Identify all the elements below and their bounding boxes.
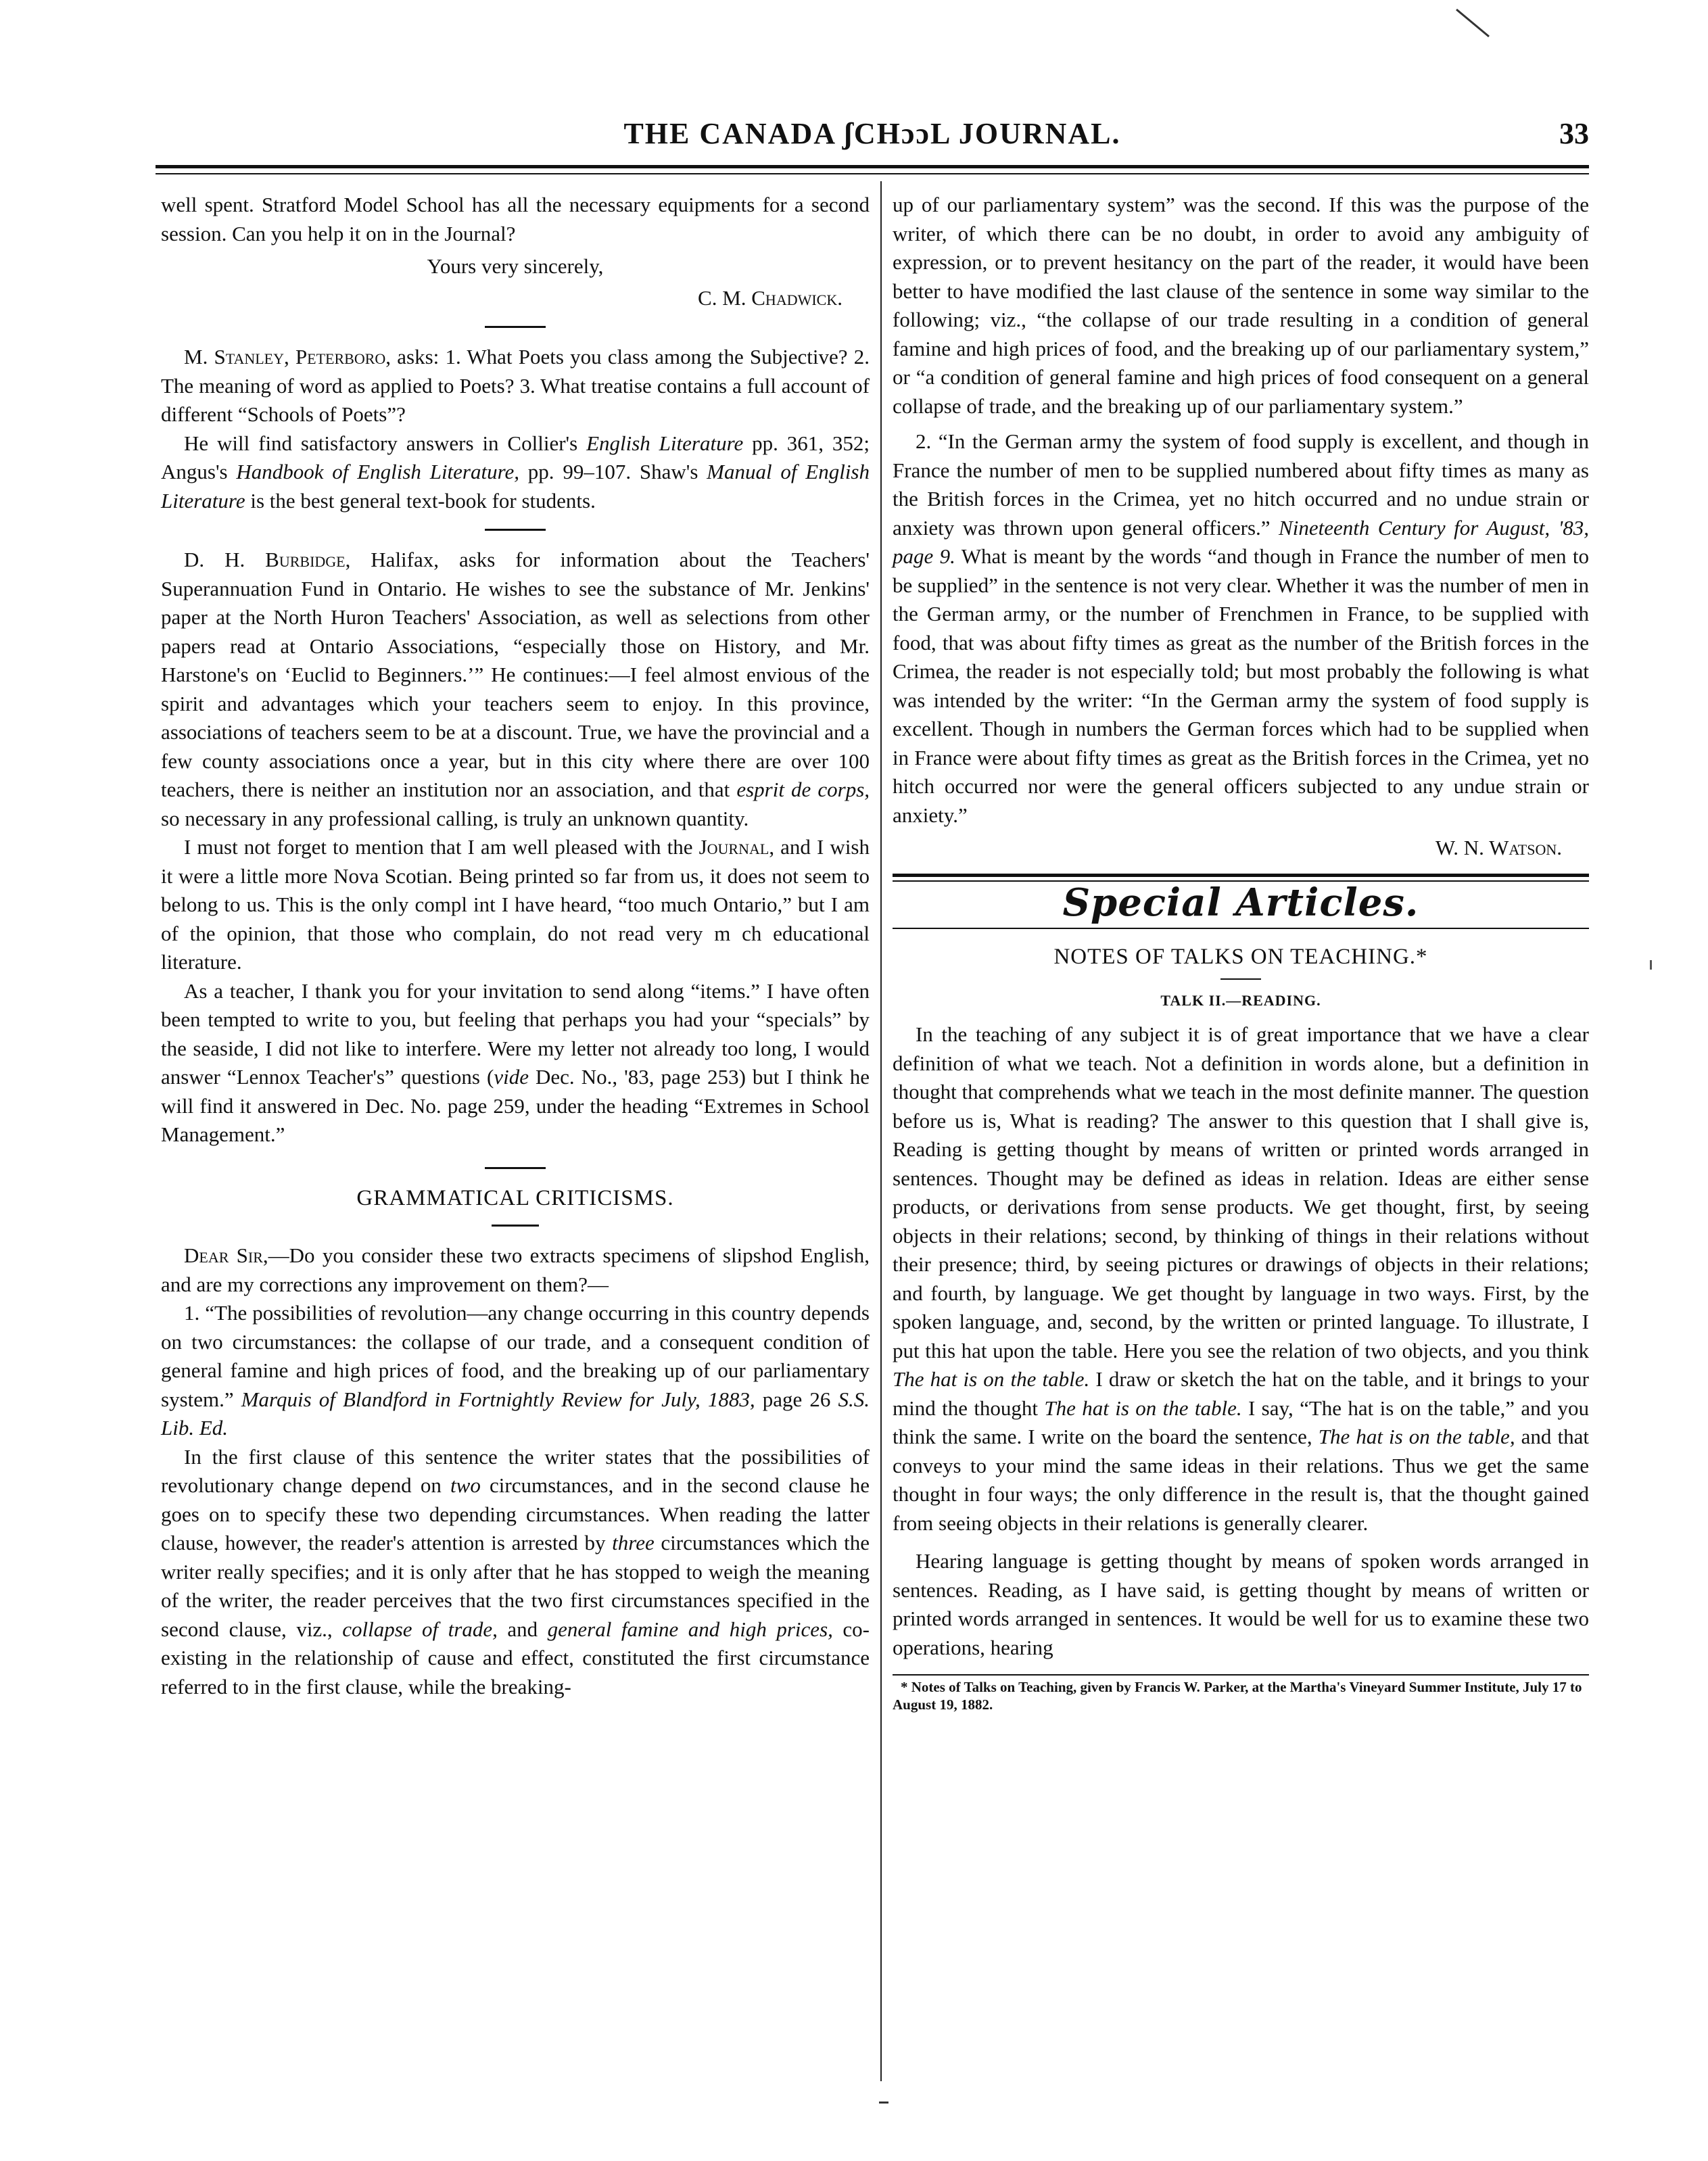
page-header xyxy=(156,116,1589,157)
footnote: * Notes of Talks on Teaching, given by Francis W. Parker, at the Martha's Vineyard Summer Institute, July 17 to August 19, 1882. xyxy=(893,1679,1582,1713)
header-rule-thin xyxy=(156,173,1589,174)
answer-title-2: Handbook of English Literature, xyxy=(236,460,520,483)
answer-title-1: English Literature xyxy=(586,431,744,455)
gram-extract-source: Marquis of Blandford in Fortnightly Review for July, 1883, xyxy=(241,1387,755,1411)
gram-analysis-i3: collapse of trade, xyxy=(342,1617,498,1641)
journal-text-b: and I wish it were a little more Nova Scotian. Being printed so far from us, it does not seem to belong to us. This is the only compl int I have heard, “too much Ontario,” but I am of the opinion, that those who complain, do not read very m ch educational literature. xyxy=(161,835,870,974)
notes-heading: NOTES OF TALKS ON TEACHING.* xyxy=(1053,945,1428,969)
query-name: M. Stanley, Peterboro, xyxy=(184,345,392,369)
talk-text-b: I draw or sketch the hat on the table, and it brings to your mind the thought xyxy=(893,1367,1590,1420)
teacher-vide: vide xyxy=(494,1065,529,1089)
answer-paragraph xyxy=(161,429,870,516)
talk-text-d: and that conveys to your mind the same ideas in their relations. Thus we get the same thought in four ways; the only difference in the result is, that the thought gained from seeing objects in their relations is generally clearer. xyxy=(893,1425,1589,1535)
gram-intro-text: —Do you consider these two extracts specimens of slipshod English, and are my corrections any improvement on them?— xyxy=(161,1243,870,1296)
teacher-text-b: Dec. No., '83, page 253) but I think he will find it answered in Dec. No. page 259, under the heading “Extremes in School Management.” xyxy=(161,1065,870,1146)
separator-rule xyxy=(1220,978,1261,980)
gram-analysis-i4: general famine and high prices, xyxy=(547,1617,833,1641)
stray-dash-mark xyxy=(879,2101,888,2104)
burbidge-text-end: so necessary in any professional calling, is truly an unknown quantity. xyxy=(161,806,749,830)
letter-signature: C. M. Chadwick. xyxy=(698,285,843,310)
extract-2-text: 2. “In the German army the system of food supply is excellent, and though in France the number of men to be supplied numbered about fifty times as many as the British forces in the Crimea, yet no hitch occurred and no undue strain or anxiety was thrown upon general officers.” xyxy=(893,429,1589,540)
gram-analysis-d: and xyxy=(497,1617,548,1641)
separator-rule xyxy=(485,326,546,328)
query-text: asks: 1. What Poets you class among the Subjective? 2. The meaning of word as applied to Poets? 3. What treatise contains a full account of different “Schools of Poets”? xyxy=(161,345,870,426)
gram-analysis-i1: two xyxy=(450,1473,481,1497)
gram-extract-edition: S.S. Lib. Ed. xyxy=(161,1387,870,1440)
journal-title: THE CANADA ʃCHɔɔL JOURNAL. xyxy=(623,117,1121,150)
talk-paragraph-1 xyxy=(893,1020,1589,1538)
corner-pen-mark xyxy=(1454,7,1494,41)
answer-text-d: is the best general text-book for students. xyxy=(245,488,596,513)
page-number: 33 xyxy=(1559,117,1589,150)
burbidge-paragraph xyxy=(161,546,870,833)
burbidge-text: Halifax, asks for information about the Teachers' Superannuation Fund in Ontario. He wishes to see the substance of Mr. Jenkins' paper at the North Huron Teachers' Association, as well as selections from other papers read at Ontario Associations, “especially those on History, and Mr. Harstone's on ‘Euclid to Beginners.’” He continues:—I feel almost envious of the spirit and advantages which your teachers seem to enjoy. In this province, associations of teachers seem to be at a discount. True, we have the provincial and a few county associations once a year, but in this city where there are over 100 teachers, there is neither an institution nor an association, and that xyxy=(161,548,870,801)
section-rule-top xyxy=(893,874,1589,877)
footnote-rule xyxy=(893,1674,1589,1676)
talk-paragraph-2: Hearing language is getting thought by means of spoken words arranged in sentences. Reading, as I have said, is getting thought by means of written or printed words arranged in sentences. It would be well for us to examine these two operations, hearing xyxy=(893,1549,1589,1659)
watson-signature: W. N. Watson. xyxy=(1435,836,1562,859)
grammatical-heading: GRAMMATICAL CRITICISMS. xyxy=(356,1185,674,1210)
gram-extract-1 xyxy=(161,1299,870,1443)
gram-analysis-e: co-existing in the relationship of cause and effect, constituted the first circumstance referred to in the first clause, while the breaking- xyxy=(161,1617,870,1699)
letter-closing: Yours very sincerely, xyxy=(427,254,604,278)
talk-italic-2: The hat is on the table. xyxy=(1044,1396,1242,1420)
stray-tick-mark xyxy=(1650,960,1652,970)
separator-rule xyxy=(485,1167,546,1169)
gram-analysis-b: circumstances, and in the second clause he goes on to specify these two depending circumstances. When reading the latter clause, however, the reader's attention is arrested by xyxy=(161,1473,870,1554)
gram-intro xyxy=(161,1241,870,1299)
answer-title-3: Manual of English Literature xyxy=(161,460,870,513)
extract-2-analysis: What is meant by the words “and though in France the number of men to be supplied” in the sentence is not very clear. Whether it was the number of men in the German army, or the number of Frenchmen in France, to be supplied with food, that was about fifty times as great as the number of the British forces in the Crimea, the reader is not especially told; but most probably the following is what was intended by the writer: “In the German army the system of food supply is excellent. Though in numbers the German forces which had to be supplied when in France were about fifty times as great as the British forces in the Crimea, yet no hitch occurred nor were the general officers subjected to any undue strain or anxiety.” xyxy=(893,544,1589,827)
continuation-paragraph: up of our parliamentary system” was the second. If this was the purpose of the writer, of which there can be no doubt, in order to avoid any ambiguity of expression, or to prevent hesitancy on the part of the reader, it would have been better to have modified the last clause of the sentence in some way similar to the following; viz., “the collapse of our trade resulting in a condition of general famine and high prices of food, and the breaking up of our parliamentary system,” or “a condition of general famine and high prices of food consequent on a general collapse of trade, and the breaking up of our parliamentary system.” xyxy=(893,193,1589,418)
query-paragraph xyxy=(161,343,870,429)
special-articles-title: Special Articles. xyxy=(1062,880,1419,925)
extract-2-source: Nineteenth Century for August, '83, page 9. xyxy=(893,515,1589,568)
journal-paragraph xyxy=(161,833,870,977)
answer-text-c: pp. 99–107. Shaw's xyxy=(519,460,707,483)
teacher-text-a: As a teacher, I thank you for your invitation to send along “items.” I have often been tempted to write to you, but feeling that perhaps you had your “specials” by the seaside, I did not like to interfere. Were my letter not already too long, I would answer “Lennox Teacher's” questions ( xyxy=(161,978,870,1089)
talk-text-a: In the teaching of any subject it is of great importance that we have a clear definition of what we teach. Not a definition in words alone, but a definition in thought that comprehends what we teach in the most definite manner. The question before us is, What is reading? The answer to this question that I shall give is, Reading is getting thought by means of written or printed words arranged in sentences. Thought may be defined as ideas in relation. Ideas are either sense products, or derivations from sense products. We get thought, first, by seeing objects in their relations; second, by thinking of things in their relations without their presence; third, by seeing pictures or drawings of objects in their relations; and fourth, by language. We get thought by language in two ways. First, by the spoken language, and, second, by the written or printed language. To illustrate, I put this hat upon the table. Here you see the relation of two objects, and you think xyxy=(893,1022,1589,1362)
talk-italic-3: The hat is on the table, xyxy=(1318,1425,1515,1448)
gram-extract-page: page 26 xyxy=(755,1387,838,1411)
gram-extract-text: 1. “The possibilities of revolution—any change occurring in this country depends on two circumstances: the collapse of our trade, and a consequent condition of general famine and high prices of food, and the breaking up of our parliamentary system.” xyxy=(161,1301,870,1411)
right-column xyxy=(893,191,1589,2104)
letter-text: well spent. Stratford Model School has all the necessary equipments for a second session. Can you help it on in the Journal? xyxy=(161,193,870,245)
left-column xyxy=(161,191,870,2104)
burbidge-italic: esprit de corps, xyxy=(736,778,870,801)
separator-rule xyxy=(485,529,546,531)
answer-text-b: pp. 361, 352; Angus's xyxy=(161,431,870,483)
separator-rule xyxy=(492,1225,539,1227)
burbidge-name: D. H. Burbidge, xyxy=(184,548,351,571)
teacher-paragraph xyxy=(161,977,870,1149)
gram-analysis-c: circumstances which the writer really specifies; and it is only after that he has stopped to weigh the meaning of the writer, the reader perceives that the two first circumstances specified in the second clause, viz., xyxy=(161,1531,870,1641)
column-separator xyxy=(880,181,882,2081)
section-rule-under xyxy=(893,928,1589,929)
talk-heading: TALK II.—READING. xyxy=(1160,991,1321,1009)
header-rule-thick xyxy=(156,165,1589,168)
gram-analysis-a: In the first clause of this sentence the writer states that the possibilities of revolutionary change depend on xyxy=(161,1444,870,1497)
answer-text-a: He will find satisfactory answers in Collier's xyxy=(184,431,587,455)
gram-salutation: Dear Sir, xyxy=(184,1243,268,1267)
gram-analysis-i2: three xyxy=(612,1531,655,1554)
talk-text-c: I say, “The hat is on the table,” and you think the same. I write on the board the sentence, xyxy=(893,1396,1589,1448)
journal-name: Journal, xyxy=(698,835,775,859)
letter-paragraph xyxy=(161,191,870,248)
extract-2-paragraph xyxy=(893,427,1589,830)
gram-analysis xyxy=(161,1443,870,1702)
talk-italic-1: The hat is on the table. xyxy=(893,1367,1090,1391)
journal-text-a: I must not forget to mention that I am well pleased with the xyxy=(184,835,699,859)
